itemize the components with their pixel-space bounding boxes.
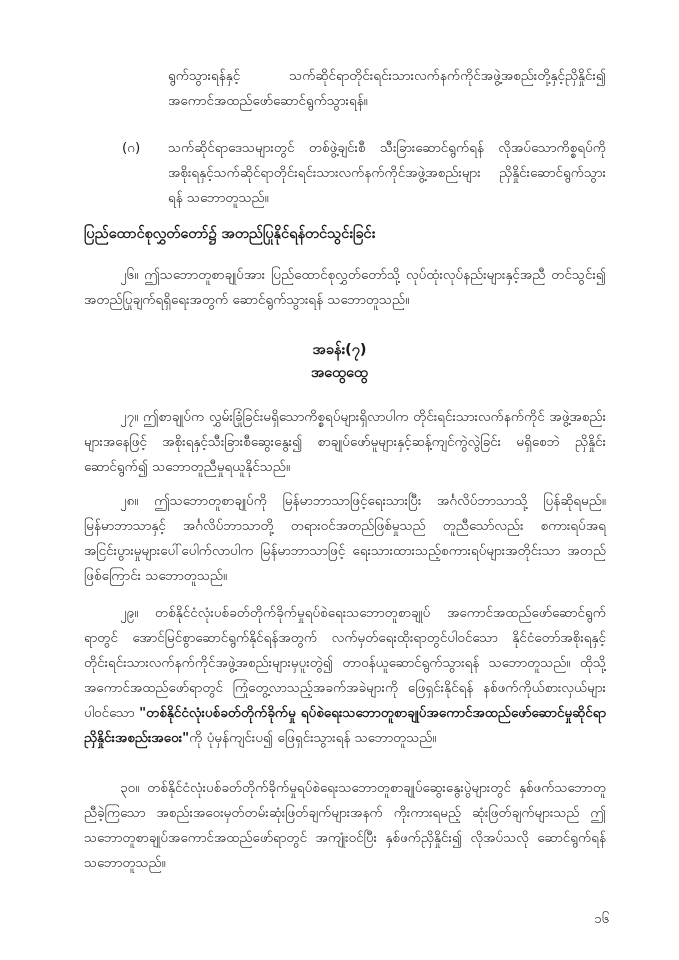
paragraph-27: ၂၇။ ဤစာချုပ်က လွှမ်းခြုံခြင်းမရှိသောကိစ္စရပ်များရှိလာပါက တိုင်းရင်းသားလက်နက်ကိုင် အဖွဲ့အစည်းများအနေဖြင့် အစိုးရနှင့်သီးခြားစီဆွေးနွေး၍ စာချုပ်ဖော်မူများနှင့်ဆန့်ကျင်ကွဲလွဲခြင်း မရှိစေဘဲ ညှိနှိုင်းဆောင်ရွက်၍ သဘောတူညီမှုရယူနိုင်သည်။ (84, 409, 606, 475)
item-label: (ဂ) (122, 140, 141, 156)
section-heading: ပြည်ထောင်စုလွှတ်တော်၌ အတည်ပြုနိုင်ရန်တင်သွင်းခြင်း (84, 226, 376, 242)
paragraph-29-bold: "တစ်နိုင်ငံလုံးပစ်ခတ်တိုက်ခိုက်မှု ရပ်စဲရေးသဘောတူစာချုပ်အကောင်အထည်ဖော်ဆောင်မှုဆိုင်ရာညှိနှိုင်းအစည်းအဝေး" (84, 705, 606, 746)
paragraph-28: ၂၈။ ဤသဘောတူစာချုပ်ကို မြန်မာဘာသာဖြင့်ရေးသားပြီး အင်္ဂလိပ်ဘာသာသို့ ပြန်ဆိုရမည်။ မြန်မာဘာသာနှင့် အင်္ဂလိပ်ဘာသာတို့ တရားဝင်အတည်ဖြစ်မှုသည် တူညီသော်လည်း စကားရပ်အရ အငြင်းပွားမှုများပေါ်ပေါက်လာပါက မြန်မာဘာသာဖြင့် ရေးသားထားသည့်စကားရပ်များအတိုင်းသာ အတည်ဖြစ်ကြောင်း သဘောတူသည်။ (84, 493, 606, 584)
paragraph-30: ၃၀။ တစ်နိုင်ငံလုံးပစ်ခတ်တိုက်ခိုက်မှုရပ်စဲရေးသဘောတူစာချုပ်ဆွေးနွေးပွဲများတွင် နှစ်ဖက်သဘောတူညီခဲ့ကြသော အစည်းအဝေးမှတ်တမ်းဆုံးဖြတ်ချက်များအနက် ကိုးကားရမည့် ဆုံးဖြတ်ချက်များသည် ဤသဘောတူစာချုပ်အကောင်အထည်ဖော်ရာတွင် အကျုံးဝင်ပြီး နှစ်ဖက်ညှိနှိုင်း၍ လိုအပ်သလို ဆောင်ရွက်ရန်သဘောတူသည်။ (84, 780, 606, 871)
paragraph-29 (84, 601, 606, 751)
paragraph-29-part2: ကို ပုံမှန်ကျင်းပ၍ ဖြေရှင်းသွားရန် သဘောတူသည်။ (189, 730, 437, 746)
page-number: ၁၆ (594, 912, 609, 927)
paragraph-continuation: ရွက်သွားရန်နှင့် သက်ဆိုင်ရာတိုင်းရင်းသားလက်နက်ကိုင်အဖွဲ့အစည်းတို့နှင့်ညှိနှိုင်း၍ အကောင်အထည်ဖော်ဆောင်ရွက်သွားရန်။ (168, 68, 606, 109)
paragraph-29-part1: ၂၉။ တစ်နိုင်ငံလုံးပစ်ခတ်တိုက်ခိုက်မှုရပ်စဲရေးသဘောတူစာချုပ် အကောင်အထည်ဖော်ဆောင်ရွက်ရာတွင် အောင်မြင်စွာဆောင်ရွက်နိုင်ရန်အတွက် လက်မှတ်ရေးထိုးရာတွင်ပါဝင်သော နိုင်ငံတော်အစိုးရနှင့် တိုင်းရင်းသားလက်နက်ကိုင်အဖွဲ့အစည်းများမှပူးတွဲ၍ တာဝန်ယူဆောင်ရွက်သွားရန် သဘောတူသည်။ ထိုသို့အကောင်အထည်ဖော်ရာတွင် ကြုံတွေ့လာသည့်အခက်အခဲများကို ဖြေရှင်းနိုင်ရန် နစ်ဖက်ကိုယ်စားလှယ်များပါဝင်သော (84, 605, 606, 721)
paragraph-item: သက်ဆိုင်ရာဒေသများတွင် တစ်ဖွဲ့ချင်းစီ သီးခြားဆောင်ရွက်ရန် လိုအပ်သောကိစ္စရပ်ကို အစိုးရနှင့်သက်ဆိုင်ရာတိုင်းရင်းသားလက်နက်ကိုင်အဖွဲ့အစည်းများ ညှိနှိုင်းဆောင်ရွက်သွားရန် သဘောတူသည်။ (168, 140, 606, 206)
chapter-subtitle: အထွေထွေ (310, 365, 369, 381)
chapter-title: အခန်း(၇) (312, 342, 367, 358)
paragraph-26: ၂၆။ ဤသဘောတူစာချုပ်အား ပြည်ထောင်စုလွှတ်တော်သို့ လုပ်ထုံးလုပ်နည်းများနှင့်အညီ တင်သွင်း၍ အတည်ပြုချက်ရရှိရေးအတွက် ဆောင်ရွက်သွားရန် သဘောတူသည်။ (84, 267, 606, 308)
